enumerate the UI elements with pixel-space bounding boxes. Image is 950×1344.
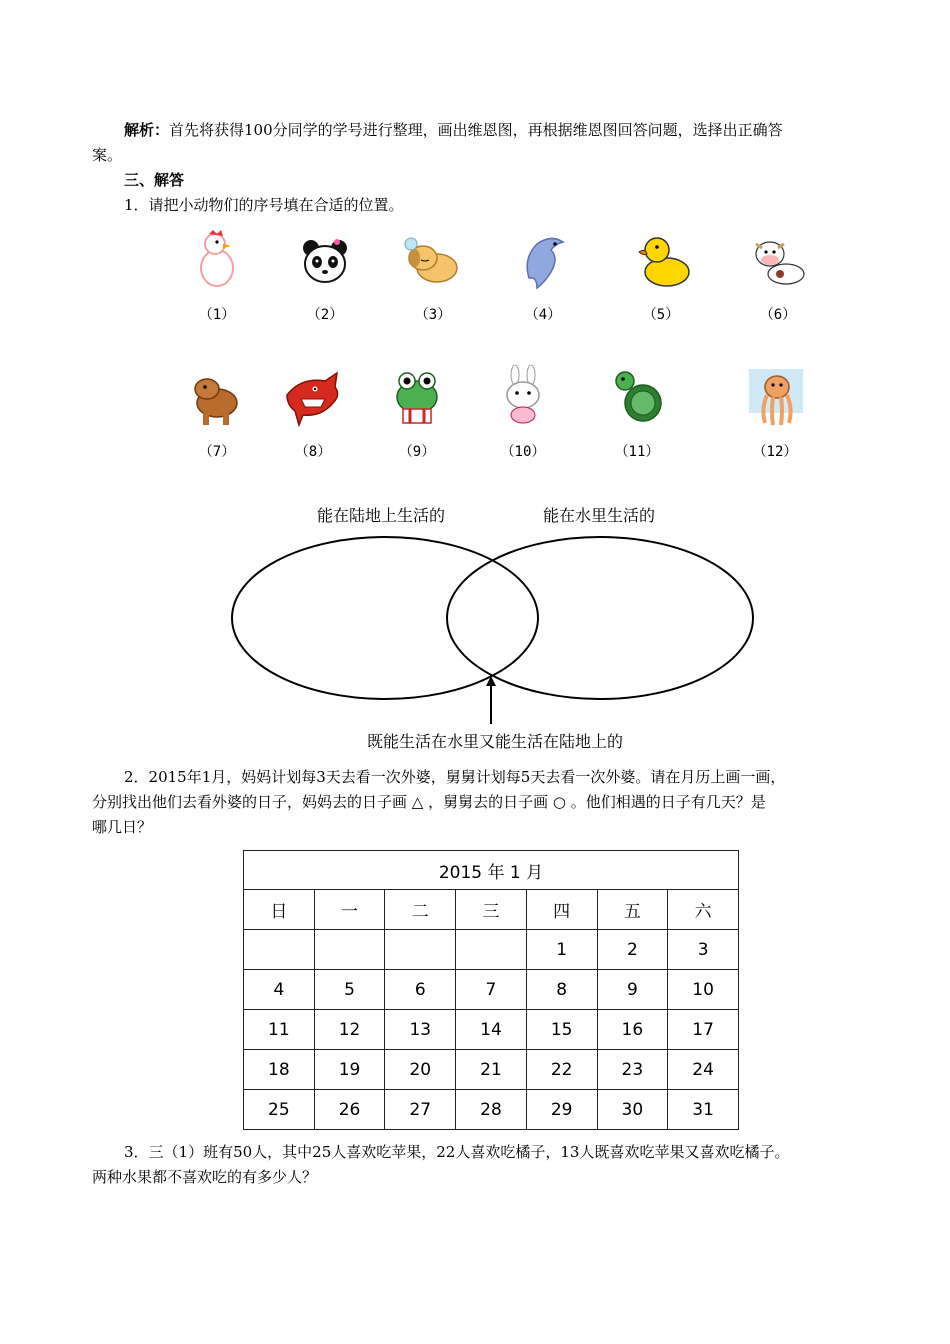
animal-8-label: （8）: [294, 444, 332, 460]
weekday-cell: 四: [526, 890, 597, 930]
q2-line1: 2．2015年1月，妈妈计划每3天去看一次外婆，舅舅计划每5天去看一次外婆。请在月历上画一画，: [124, 768, 786, 786]
day-cell[interactable]: 4: [244, 970, 315, 1010]
section-title: 三、解答: [124, 171, 185, 189]
day-cell[interactable]: 1: [526, 930, 597, 970]
day-cell[interactable]: 17: [668, 1010, 739, 1050]
animal-11-label: （11）: [614, 444, 660, 460]
q3-line1: 3．三（1）班有50人，其中25人喜欢吃苹果，22人喜欢吃橘子，13人既喜欢吃苹果又喜欢吃橘子。: [124, 1143, 790, 1161]
animal-4-label: （4）: [524, 307, 562, 323]
calendar-week-row: [244, 1050, 739, 1090]
animal-1-label: （1）: [198, 307, 236, 323]
weekday-cell: 日: [244, 890, 315, 930]
animal-6-label: （6）: [759, 307, 797, 323]
q3-line2: 两种水果都不喜欢吃的有多少人？: [92, 1168, 318, 1186]
calendar-table: [243, 850, 739, 1130]
day-cell[interactable]: [456, 930, 527, 970]
weekday-cell: 二: [385, 890, 456, 930]
day-cell[interactable]: 13: [385, 1010, 456, 1050]
q2-line3: 哪几日？: [92, 818, 153, 836]
calendar-week-row: [244, 1090, 739, 1130]
animal-9-label: （9）: [398, 444, 436, 460]
day-cell[interactable]: 6: [385, 970, 456, 1010]
day-cell[interactable]: 5: [314, 970, 385, 1010]
calendar-week-row: [244, 970, 739, 1010]
day-cell[interactable]: 29: [526, 1090, 597, 1130]
day-cell[interactable]: [385, 930, 456, 970]
venn-bottom-label: 既能生活在水里又能生活在陆地上的: [367, 732, 624, 751]
day-cell[interactable]: [244, 930, 315, 970]
calendar-title: 2015 年 1 月: [244, 851, 739, 890]
day-cell[interactable]: 28: [456, 1090, 527, 1130]
day-cell[interactable]: 10: [668, 970, 739, 1010]
day-cell[interactable]: 30: [597, 1090, 668, 1130]
analysis-continuation: 案。: [92, 146, 123, 164]
analysis-text: 首先将获得100分同学的学号进行整理，画出维恩图，再根据维恩图回答问题，选择出正确答: [169, 121, 783, 139]
animal-12-label: （12）: [752, 444, 798, 460]
day-cell[interactable]: [314, 930, 385, 970]
weekday-cell: 六: [668, 890, 739, 930]
animal-3-label: （3）: [414, 307, 452, 323]
venn-left-label: 能在陆地上生活的: [317, 506, 446, 525]
day-cell[interactable]: 14: [456, 1010, 527, 1050]
day-cell[interactable]: 16: [597, 1010, 668, 1050]
day-cell[interactable]: 19: [314, 1050, 385, 1090]
day-cell[interactable]: 7: [456, 970, 527, 1010]
calendar-week-row: [244, 1010, 739, 1050]
day-cell[interactable]: 11: [244, 1010, 315, 1050]
weekday-cell: 一: [314, 890, 385, 930]
day-cell[interactable]: 24: [668, 1050, 739, 1090]
day-cell[interactable]: 23: [597, 1050, 668, 1090]
day-cell[interactable]: 15: [526, 1010, 597, 1050]
calendar-weekday-row: [244, 890, 739, 930]
animal-10-label: （10）: [500, 444, 546, 460]
day-cell[interactable]: 20: [385, 1050, 456, 1090]
day-cell[interactable]: 12: [314, 1010, 385, 1050]
day-cell[interactable]: 31: [668, 1090, 739, 1130]
weekday-cell: 五: [597, 890, 668, 930]
day-cell[interactable]: 8: [526, 970, 597, 1010]
q1-text: 1．请把小动物们的序号填在合适的位置。: [124, 196, 404, 214]
day-cell[interactable]: 21: [456, 1050, 527, 1090]
day-cell[interactable]: 3: [668, 930, 739, 970]
weekday-cell: 三: [456, 890, 527, 930]
animal-2-label: （2）: [306, 307, 344, 323]
day-cell[interactable]: 22: [526, 1050, 597, 1090]
calendar-week-row: [244, 930, 739, 970]
venn-right-label: 能在水里生活的: [543, 506, 656, 525]
day-cell[interactable]: 9: [597, 970, 668, 1010]
q2-line2: 分别找出他们去看外婆的日子，妈妈去的日子画 △ ，舅舅去的日子画 ○ 。他们相遇的日子有几天？是: [92, 793, 766, 811]
day-cell[interactable]: 26: [314, 1090, 385, 1130]
animal-7-label: （7）: [198, 444, 236, 460]
analysis-label: 解析：: [124, 121, 170, 139]
day-cell[interactable]: 25: [244, 1090, 315, 1130]
day-cell[interactable]: 2: [597, 930, 668, 970]
animal-5-label: （5）: [642, 307, 680, 323]
day-cell[interactable]: 27: [385, 1090, 456, 1130]
day-cell[interactable]: 18: [244, 1050, 315, 1090]
